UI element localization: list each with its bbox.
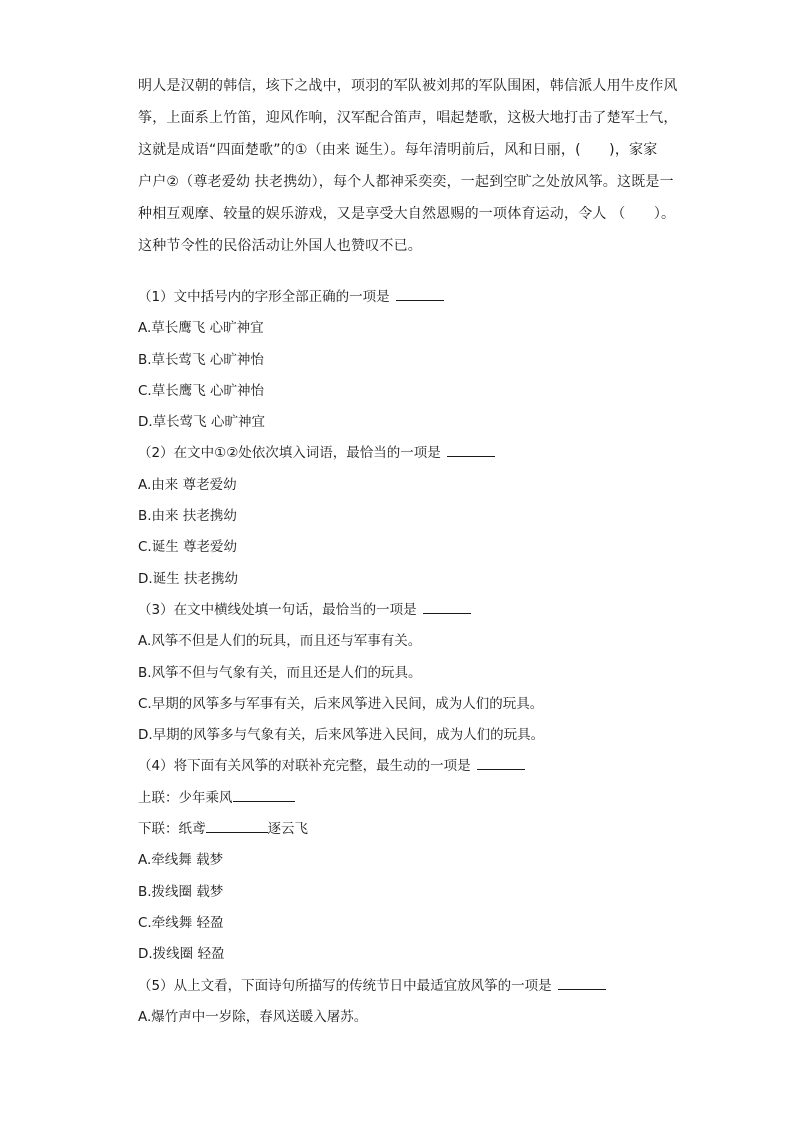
question-1-text: （1）文中括号内的字形全部正确的一项是 [138, 289, 390, 305]
question-3-option-d[interactable]: D.早期的风筝多与气象有关，后来风筝进入民间，成为人们的玩具。 [138, 727, 545, 744]
couplet-upper [138, 783, 678, 814]
couplet-lower-suffix: 逐云飞 [267, 821, 308, 838]
passage-line: 户户②（尊老爱幼 扶老携幼），每个人都神采奕奕，一起到空旷之处放风筝。这既是一 [138, 174, 674, 190]
passage-line: 这种节令性的民俗活动让外国人也赞叹不已。 [138, 238, 422, 254]
couplet-lower-blank[interactable] [206, 818, 268, 833]
question-1-option-d[interactable]: D.草长莺飞 心旷神宜 [138, 414, 265, 431]
answer-blank[interactable] [396, 286, 444, 301]
question-4-stem [138, 751, 678, 782]
question-5-option-a[interactable]: A.爆竹声中一岁除，春风送暖入屠苏。 [138, 1008, 368, 1025]
question-4-option-c[interactable]: C.牵线舞 轻盈 [138, 914, 224, 931]
answer-blank[interactable] [447, 442, 495, 457]
answer-blank[interactable] [477, 755, 525, 770]
question-2-option-a[interactable]: A.由来 尊老爱幼 [138, 476, 237, 493]
question-1-stem [138, 282, 678, 313]
passage-line: 筝，上面系上竹笛，迎风作响，汉军配合笛声，唱起楚歌，这极大地打击了楚军士气， [138, 110, 678, 126]
question-4-text: （4）将下面有关风筝的对联补充完整，最生动的一项是 [138, 758, 471, 775]
question-5-text: （5）从上文看，下面诗句所描写的传统节日中最适宜放风筝的一项是 [138, 977, 552, 994]
question-list [138, 282, 678, 1033]
couplet-upper-blank[interactable] [233, 787, 295, 802]
question-2-option-b[interactable]: B.由来 扶老携幼 [138, 508, 237, 525]
couplet-lower-prefix: 下联：纸鸢 [138, 821, 206, 838]
question-3-text: （3）在文中横线处填一句话，最恰当的一项是 [138, 601, 417, 618]
answer-blank[interactable] [423, 599, 471, 614]
question-3-option-b[interactable]: B.风筝不但与气象有关，而且还是人们的玩具。 [138, 664, 422, 681]
question-1-option-c[interactable]: C.草长鹰飞 心旷神怡 [138, 382, 265, 399]
question-4-option-a[interactable]: A.牵线舞 载梦 [138, 852, 224, 869]
question-5-stem [138, 971, 678, 1002]
answer-blank[interactable] [558, 975, 606, 990]
passage-line: 种相互观摩、较量的娱乐游戏，又是享受大自然恩赐的一项体育运动，令人 （ ）。 [138, 206, 676, 222]
reading-passage [138, 70, 678, 262]
question-2-option-c[interactable]: C.诞生 尊老爱幼 [138, 539, 238, 556]
question-3-option-c[interactable]: C.早期的风筝多与军事有关，后来风筝进入民间，成为人们的玩具。 [138, 695, 544, 712]
couplet-lower [138, 814, 678, 845]
question-2-text: （2）在文中①②处依次填入词语，最恰当的一项是 [138, 445, 441, 462]
passage-line: 这就是成语“四面楚歌”的①（由来 诞生）。每年清明前后，风和日丽，( )，家家 [138, 142, 658, 158]
question-3-stem [138, 595, 678, 626]
question-1-option-b[interactable]: B.草长莺飞 心旷神怡 [138, 351, 264, 368]
question-2-stem [138, 438, 678, 469]
question-3-option-a[interactable]: A.风筝不但是人们的玩具，而且还与军事有关。 [138, 633, 422, 650]
question-2-option-d[interactable]: D.诞生 扶老携幼 [138, 570, 238, 587]
couplet-upper-text: 上联：少年乘风 [138, 789, 233, 806]
question-4-option-d[interactable]: D.拨线圈 轻盈 [138, 946, 225, 963]
question-4-option-b[interactable]: B.拨线圈 载梦 [138, 883, 224, 900]
passage-line: 明人是汉朝的韩信，垓下之战中，项羽的军队被刘邦的军队围困，韩信派人用牛皮作风 [138, 78, 678, 94]
question-1-option-a[interactable]: A.草长鹰飞 心旷神宜 [138, 320, 264, 337]
